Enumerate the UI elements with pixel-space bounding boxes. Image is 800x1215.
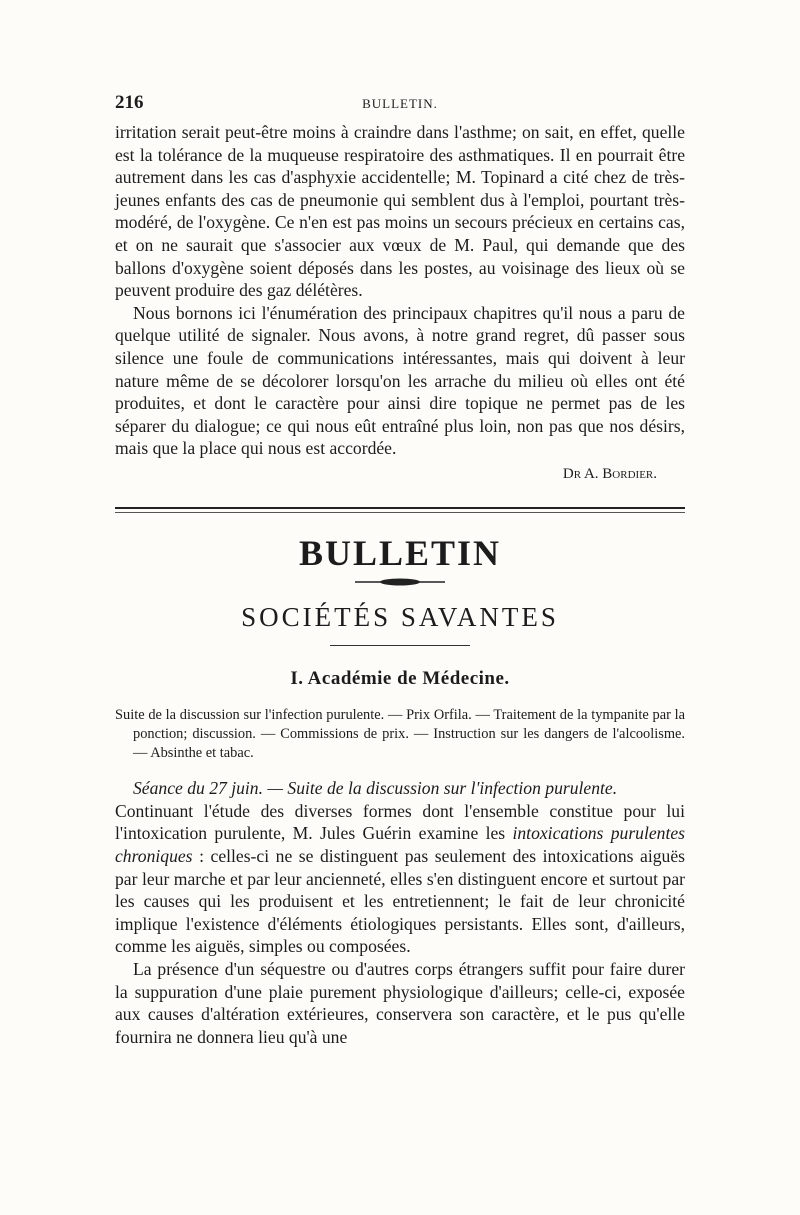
section-title: BULLETIN [298, 532, 502, 573]
running-head [115, 92, 685, 118]
academy-heading: I. Académie de Médecine. [290, 667, 510, 689]
body-paragraph-2: La présence d'un séquestre ou d'autres corps étrangers suffit pour faire durer la suppuration d'une plaie purement physiologique d'ailleurs; celle-ci, exposée aux causes d'altération extérieures, conservera son caractère, et le pus qu'elle fournira ne donnera lieu qu'à une [115, 959, 685, 1047]
body-paragraph-1 [115, 800, 685, 958]
session-topic: — Suite de la discussion sur l'infection purulente. [267, 778, 618, 799]
page-number: 216 [115, 92, 144, 113]
subsection-rule [330, 645, 470, 646]
section-divider [115, 507, 685, 513]
subsection-title: SOCIÉTÉS SAVANTES [241, 601, 559, 632]
body-text-emphasis: intoxications purulentes chroniques [115, 823, 685, 867]
body-text-start: Continuant l'étude des diverses formes dont l'ensemble constitue pour lui l'intoxication purulente, M. Jules Guérin examine les [115, 800, 685, 844]
body-text-end: : celles-ci ne se distinguent pas seulement des intoxications aiguës par leur marche et par leur ancienneté, elles s'en distinguent encore et surtout par les causes qui les produisent et les entretiennent; le fait de leur chronicité implique l'existence d'éléments étiologiques persistants. Elles sont, d'ailleurs, comme les aiguës, simples ou composées. [115, 846, 685, 957]
paragraph-continued: irritation serait peut-être moins à craindre dans l'asthme; on sait, en effet, quelle est la tolérance de la muqueuse respiratoire des asthmatiques. Il en pourrait être autrement dans les cas d'asphyxie accidentelle; M. Topinard a cité chez de très-jeunes enfants des cas de pneumonie qui semblent dus à l'emploi, pourtant très-modéré, de l'oxygène. Ce n'en est pas moins un secours précieux en certains cas, et on ne saurait que s'associer aux vœux de M. Paul, qui demande que des ballons d'oxygène soient déposés dans les postes, au voisinage des lieux où se peuvent produire des gaz délétères. [115, 122, 685, 301]
session-heading [115, 777, 685, 800]
session-date: Séance du 27 juin. [133, 778, 263, 799]
author-signature: Dr A. Bordier. [562, 465, 657, 482]
session-summary: Suite de la discussion sur l'infection purulente. — Prix Orfila. — Traitement de la tympanite par la ponction; discussion. — Commissions de prix. — Instruction sur les dangers de l'alcoolisme. — Absinthe et tabac. [115, 706, 685, 761]
page [115, 92, 685, 1048]
running-title: BULLETIN. [362, 96, 438, 111]
ornament-divider [355, 577, 445, 587]
paragraph-conclusion: Nous bornons ici l'énumération des principaux chapitres qu'il nous a paru de quelque utilité de signaler. Nous avons, à notre grand regret, dû passer sous silence une foule de communications intéressantes, mais qui doivent à leur nature même de se décolorer lorsqu'on les arrache du milieu où elles ont été produites, et dont le caractère pour ainsi dire topique ne permet pas de les séparer du dialogue; ce qui nous eût entraîné plus loin, non pas que nos désirs, mais que la place qui nous est accordée. [115, 302, 685, 459]
